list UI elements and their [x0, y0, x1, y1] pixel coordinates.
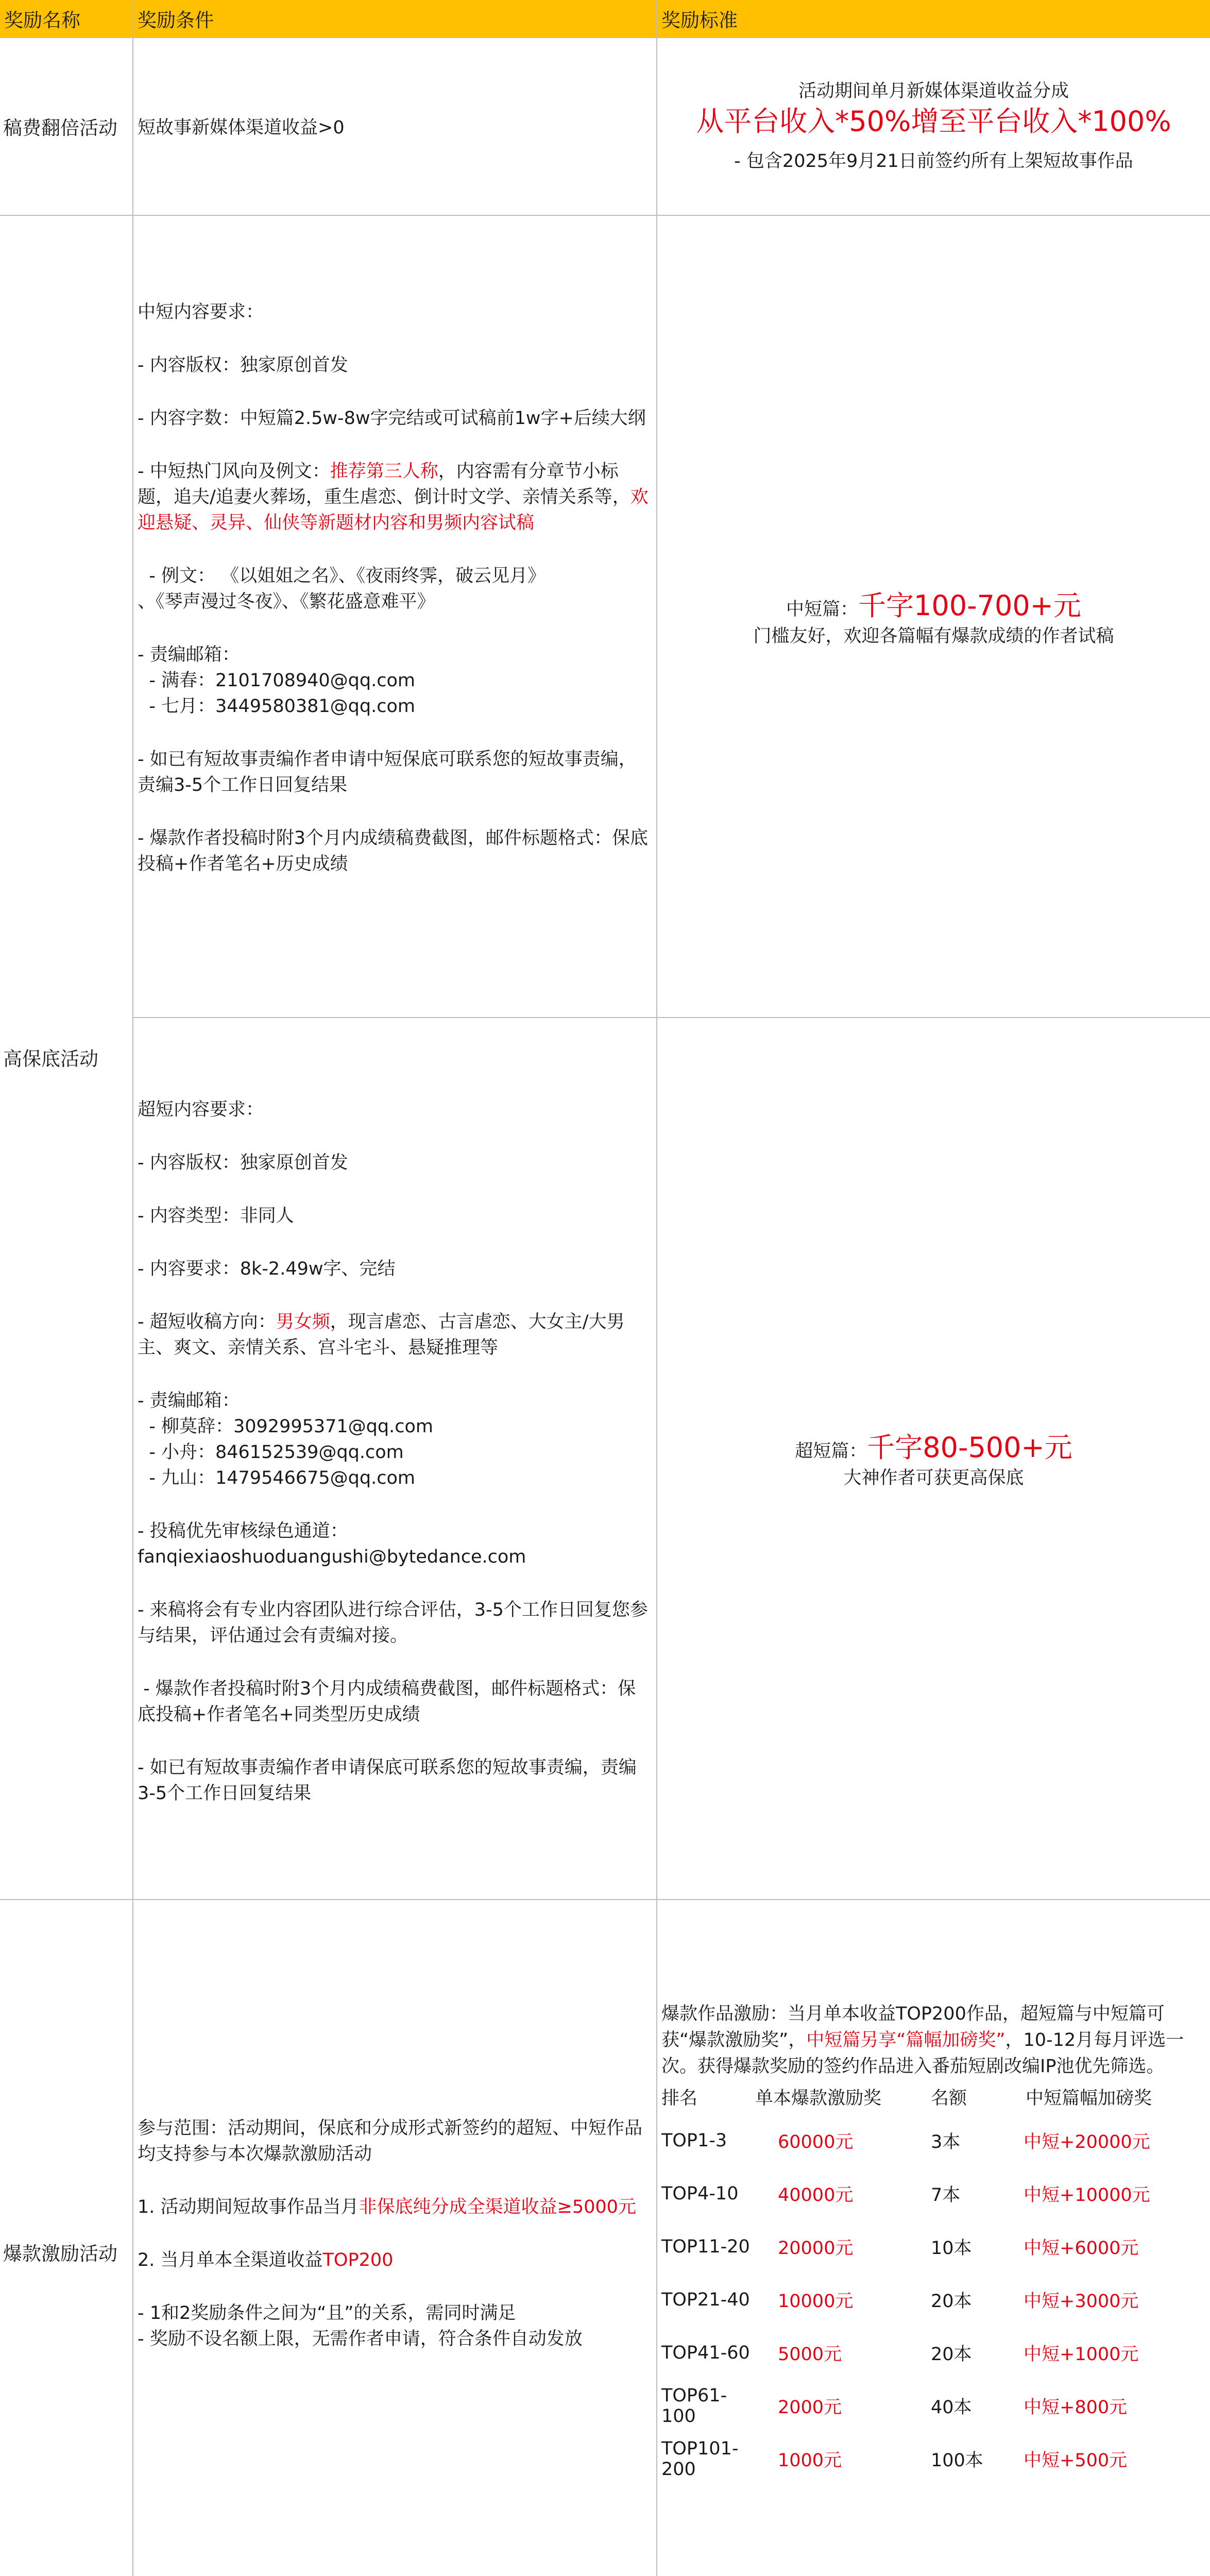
table-row: TOP61-100 2000元 40本 中短+800元	[661, 2385, 1128, 2427]
ranking-col-rank: 排名	[661, 2088, 698, 2109]
short-email-3: - 九山：1479546675@qq.com	[138, 1468, 415, 1488]
mid-example-2: 、《琴声漫过冬夜》、《繁花盛意难平》	[138, 591, 435, 612]
short-type: - 内容类型：非同人	[138, 1206, 294, 1226]
mid-title: 中短内容要求：	[138, 302, 264, 323]
hit-scope: 参与范围：活动期间，保底和分成形式新签约的超短、中短作品均支持参与本次爆款激励活动	[138, 2118, 643, 2164]
short-reward-note: 大神作者可获更高保底	[843, 1467, 1024, 1488]
short-email-title: - 责编邮箱：	[138, 1391, 240, 1411]
short-reward	[656, 1017, 1210, 1899]
standard-line1: 活动期间单月新媒体渠道收益分成	[798, 81, 1069, 101]
short-review: - 来稿将会有专业内容团队进行综合评估，3-5个工作日回复您参与结果，评估通过会有责编对接。	[138, 1600, 648, 1646]
mid-reward-value: 千字100-700+元	[858, 589, 1081, 622]
mid-email-2: - 七月：3449580381@qq.com	[138, 696, 415, 717]
mid-example-1: - 例文： 《以姐姐之名》、《夜雨终霁，破云见月》	[138, 566, 546, 586]
ranking-col-bonus: 中短篇幅加磅奖	[1026, 2088, 1152, 2109]
reward-name: 高保底活动	[3, 1048, 98, 1070]
table-row: TOP1-3 60000元 3本 中短+20000元	[661, 2130, 1150, 2153]
reward-name: 稿费翻倍活动	[3, 117, 117, 139]
hit-note-1: - 1和2奖励条件之间为“且”的关系，需同时满足	[138, 2303, 516, 2324]
table-row: TOP41-60 5000元 20本 中短+1000元	[661, 2342, 1139, 2365]
short-reward-label: 超短篇：	[795, 1440, 867, 1462]
short-req: - 内容要求：8k-2.49w字、完结	[138, 1259, 396, 1279]
hit-cond-2: 2. 当月单本全渠道收益TOP200	[138, 2250, 394, 2270]
table-row-hit-incentive	[0, 1899, 1210, 2576]
short-direction: - 超短收稿方向：男女频，现言虐恋、古言虐恋、大女主/大男主、爽文、亲情关系、宫斗宅斗、悬疑推理等	[138, 1312, 625, 1358]
mid-wordcount: - 内容字数：中短篇2.5w-8w字完结或可试稿前1w字+后续大纲	[138, 408, 646, 429]
mid-reward-label: 中短篇：	[786, 599, 859, 620]
table-row-high-guarantee	[0, 215, 1210, 1899]
short-green-title: - 投稿优先审核绿色通道：	[138, 1521, 348, 1541]
hit-conditions	[132, 1899, 656, 2576]
mid-copyright: - 内容版权：独家原创首发	[138, 355, 348, 376]
mid-submit: - 爆款作者投稿时附3个月内成绩稿费截图，邮件标题格式：保底投稿+作者笔名+历史成绩	[138, 828, 649, 874]
short-email-1: - 柳莫辞：3092995371@qq.com	[138, 1416, 433, 1437]
short-contact: - 如已有短故事责编作者申请保底可联系您的短故事责编，责编3-5个工作日回复结果	[138, 1757, 637, 1804]
header-reward-standard: 奖励标准	[656, 0, 1210, 37]
mid-email-title: - 责编邮箱：	[138, 645, 240, 665]
hit-intro: 爆款作品激励：当月单本收益TOP200作品，超短篇与中短篇可获“爆款激励奖”，中短篇另享“篇幅加磅奖”，10-12月每月评选一次。获得爆款奖励的签约作品进入番茄短剧改编IP池优先筛选。	[661, 2004, 1184, 2077]
mid-length-section	[132, 215, 1210, 1017]
short-conditions	[132, 1017, 656, 1899]
table-row: TOP4-10 40000元 7本 中短+10000元	[661, 2183, 1150, 2206]
short-title: 超短内容要求：	[138, 1099, 264, 1120]
condition-text: 短故事新媒体渠道收益>0	[138, 117, 345, 138]
standard-line3: - 包含2025年9月21日前签约所有上架短故事作品	[734, 151, 1133, 172]
hit-cond-1: 1. 活动期间短故事作品当月非保底纯分成全渠道收益≥5000元	[138, 2197, 636, 2217]
short-green-email: fanqiexiaoshuoduangushi@bytedance.com	[138, 1547, 526, 1567]
short-section	[132, 1017, 1210, 1899]
short-reward-value: 千字80-500+元	[867, 1431, 1072, 1464]
hit-ranking-table	[661, 2080, 1206, 2485]
mid-direction: - 中短热门风向及例文：推荐第三人称，内容需有分章节小标题，追夫/追妻火葬场，重生虐恋、倒计时文学、亲情关系等，欢迎悬疑、灵异、仙侠等新题材内容和男频内容试稿	[138, 461, 649, 533]
short-email-2: - 小舟：846152539@qq.com	[138, 1442, 404, 1463]
ranking-col-incentive: 单本爆款激励奖	[755, 2088, 882, 2109]
mid-reward	[656, 215, 1210, 1017]
hit-note-2: - 奖励不设名额上限，无需作者申请，符合条件自动发放	[138, 2329, 583, 2349]
mid-contact: - 如已有短故事责编作者申请中短保底可联系您的短故事责编，责编3-5个工作日回复结果	[138, 749, 637, 795]
short-submit: - 爆款作者投稿时附3个月内成绩稿费截图，邮件标题格式：保底投稿+作者笔名+同类型历史成绩	[138, 1679, 636, 1725]
header-reward-condition: 奖励条件	[132, 0, 656, 37]
mid-email-1: - 满春：2101708940@qq.com	[138, 670, 415, 691]
short-copyright: - 内容版权：独家原创首发	[138, 1153, 348, 1173]
mid-reward-note: 门槛友好，欢迎各篇幅有爆款成绩的作者试稿	[753, 625, 1114, 647]
table-row: TOP11-20 20000元 10本 中短+6000元	[661, 2236, 1139, 2259]
mid-conditions	[132, 215, 656, 1017]
standard-line2: 从平台收入*50%增至平台收入*100%	[696, 105, 1171, 138]
ranking-col-quota: 名额	[931, 2088, 967, 2109]
hit-standard	[656, 1899, 1210, 2576]
header-reward-name: 奖励名称	[4, 9, 80, 31]
table-header	[0, 0, 1210, 37]
table-row: TOP101-200 1000元 100本 中短+500元	[661, 2438, 1128, 2480]
reward-standard	[656, 37, 1210, 215]
reward-name: 爆款激励活动	[3, 2243, 117, 2265]
table-row: TOP21-40 10000元 20本 中短+3000元	[661, 2289, 1139, 2312]
reward-condition	[132, 37, 656, 215]
table-row-fee-double	[0, 37, 1210, 215]
ranking-header-row	[661, 2080, 1206, 2114]
